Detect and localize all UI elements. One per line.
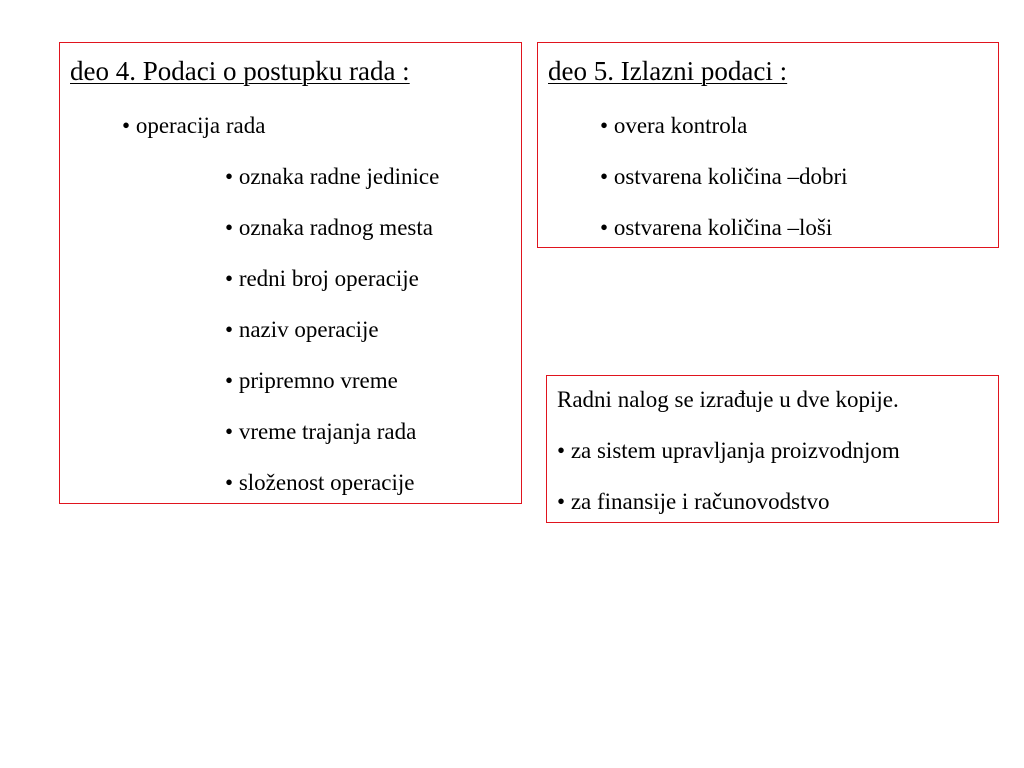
- radni-nalog-text: Radni nalog se izrađuje u dve kopije.: [557, 387, 899, 412]
- deo5-item-overa-kontrola: • overa kontrola: [600, 112, 747, 140]
- deo4-item-operacija-rada: • operacija rada: [122, 112, 265, 140]
- deo4-item-pripremno-vreme: • pripremno vreme: [225, 367, 398, 395]
- deo4-item-redni-broj-operacije: • redni broj operacije: [225, 265, 419, 293]
- deo4-title: deo 4. Podaci o postupku rada :: [70, 56, 410, 86]
- deo4-item-vreme-trajanja-rada: • vreme trajanja rada: [225, 418, 416, 446]
- deo4-box: [59, 42, 522, 504]
- deo4-item-oznaka-radne-jedinice: • oznaka radne jedinice: [225, 163, 439, 191]
- deo4-item-slozenost-operacije: • složenost operacije: [225, 469, 414, 497]
- radni-nalog-box: [546, 375, 999, 523]
- deo4-item-oznaka-radnog-mesta: • oznaka radnog mesta: [225, 214, 433, 242]
- deo5-box: [537, 42, 999, 248]
- nalog-item-finansije: • za finansije i računovodstvo: [557, 488, 829, 516]
- deo5-item-kolicina-losi: • ostvarena količina –loši: [600, 214, 832, 242]
- nalog-item-sistem-upravljanja: • za sistem upravljanja proizvodnjom: [557, 437, 900, 465]
- deo5-item-kolicina-dobri: • ostvarena količina –dobri: [600, 163, 848, 191]
- deo4-item-naziv-operacije: • naziv operacije: [225, 316, 379, 344]
- deo5-title: deo 5. Izlazni podaci :: [548, 56, 788, 86]
